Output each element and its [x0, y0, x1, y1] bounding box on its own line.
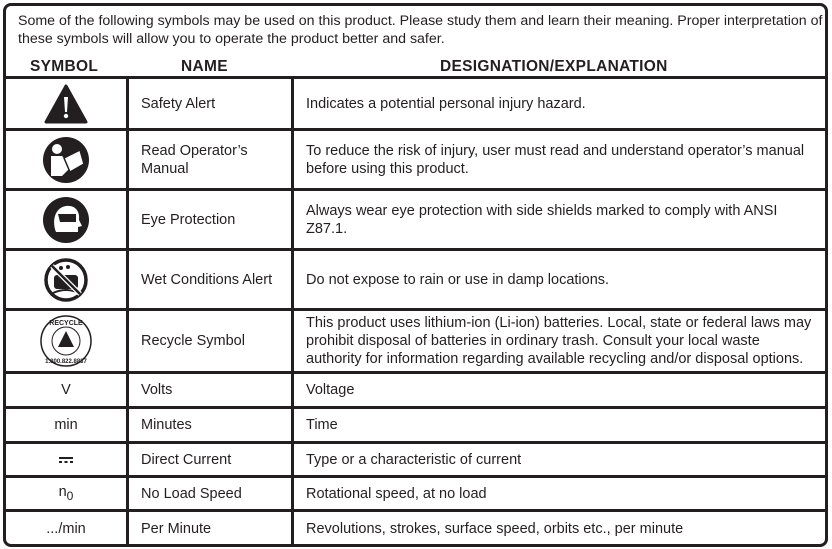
symbol-name: Read Operator’s Manual — [128, 130, 293, 190]
symbol-desc: Revolutions, strokes, surface speed, orbits etc., per minute — [293, 511, 826, 547]
symbol-text: .../min — [6, 511, 128, 547]
table-row — [6, 511, 825, 547]
symbol-name: Direct Current — [128, 443, 293, 477]
wet-conditions-icon — [43, 257, 89, 303]
symbol-text: V — [6, 373, 128, 408]
safety-alert-icon — [44, 84, 88, 124]
header-symbol: SYMBOL — [30, 58, 99, 75]
header-name: NAME — [181, 58, 228, 75]
recycle-icon — [39, 314, 93, 368]
symbol-desc: Do not expose to rain or use in damp locations. — [293, 250, 826, 310]
table-row — [6, 250, 825, 310]
symbol-name: Recycle Symbol — [128, 310, 293, 373]
symbol-name: Wet Conditions Alert — [128, 250, 293, 310]
symbol-name: Minutes — [128, 408, 293, 443]
symbol-name: Volts — [128, 373, 293, 408]
table-row — [6, 373, 825, 408]
symbol-name: Safety Alert — [128, 78, 293, 130]
table-row — [6, 408, 825, 443]
table-row — [6, 130, 825, 190]
svg-text:RECYCLE: RECYCLE — [49, 320, 83, 327]
header-desc: DESIGNATION/EXPLANATION — [440, 58, 668, 75]
read-manual-icon — [42, 136, 90, 184]
symbol-text: min — [6, 408, 128, 443]
table-row — [6, 443, 825, 477]
symbol-desc: Voltage — [293, 373, 826, 408]
symbol-desc: Rotational speed, at no load — [293, 477, 826, 511]
svg-text:1.800.822.8837: 1.800.822.8837 — [45, 359, 87, 365]
symbol-name: No Load Speed — [128, 477, 293, 511]
symbol-name: Per Minute — [128, 511, 293, 547]
symbol-desc: Type or a characteristic of current — [293, 443, 826, 477]
symbols-table-frame — [3, 3, 828, 547]
symbol-text — [6, 477, 128, 511]
symbol-desc: Time — [293, 408, 826, 443]
table-row — [6, 477, 825, 511]
symbol-desc: Indicates a potential personal injury hazard. — [293, 78, 826, 130]
symbol-name: Eye Protection — [128, 190, 293, 250]
table-row — [6, 190, 825, 250]
table-row — [6, 310, 825, 373]
symbols-table — [6, 76, 825, 547]
table-row — [6, 78, 825, 130]
symbol-main: n — [58, 483, 67, 500]
direct-current-icon — [58, 456, 74, 464]
eye-protection-icon — [42, 196, 90, 244]
symbol-subscript: 0 — [66, 488, 74, 503]
intro-text: Some of the following symbols may be used on this product. Please study them and learn their meaning. Proper interpretation of these symbols will allow you to operate the product better and safer. — [18, 13, 823, 47]
symbol-desc: This product uses lithium-ion (Li-ion) batteries. Local, state or federal laws may prohibit disposal of batteries in ordinary trash. Consult your local waste authority for information regarding available recycling and/or disposal options. — [293, 310, 826, 373]
symbol-desc: Always wear eye protection with side shields marked to comply with ANSI Z87.1. — [293, 190, 826, 250]
symbol-desc: To reduce the risk of injury, user must read and understand operator’s manual before using this product. — [293, 130, 826, 190]
